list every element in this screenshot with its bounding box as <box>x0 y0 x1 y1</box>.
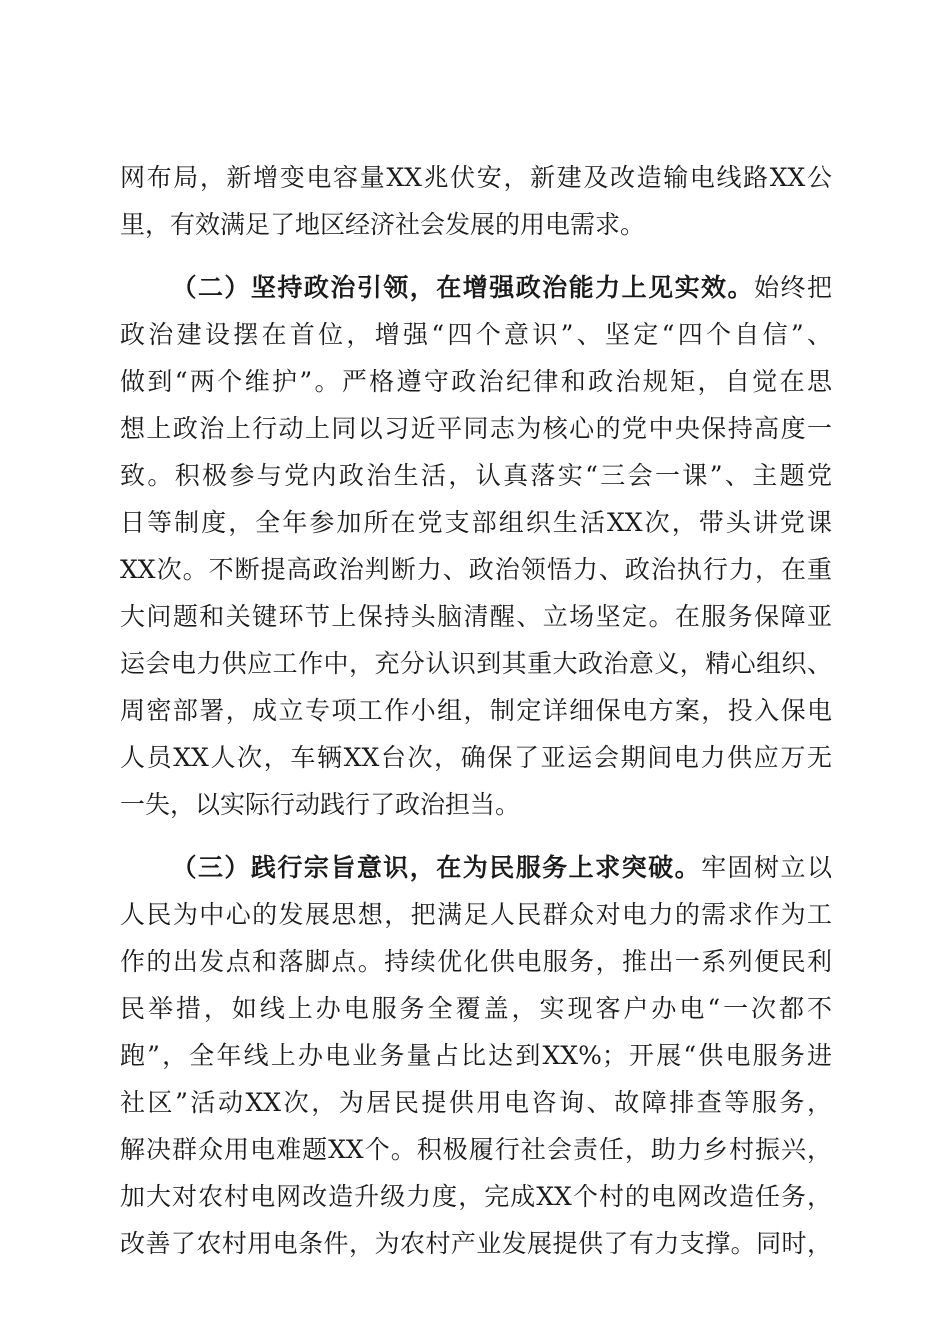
paragraph-2-line: 运会电力供应工作中，充分认识到其重大政治意义，精心组织、 <box>120 649 832 678</box>
paragraph-2-line: 周密部署，成立专项工作小组，制定详细保电方案，投入保电 <box>120 696 832 725</box>
paragraph-2-first-line <box>120 264 832 311</box>
paragraph-2-line: 日等制度，全年参加所在党支部组织生活XX次，带头讲党课 <box>120 508 832 537</box>
paragraph-2-line: 人员XX人次，车辆XX台次，确保了亚运会期间电力供应万无 <box>120 743 832 772</box>
paragraph-3-line: 解决群众用电难题XX个。积极履行社会责任，助力乡村振兴， <box>120 1135 832 1164</box>
paragraph-3-line: 作的出发点和落脚点。持续优化供电服务，推出一系列便民利 <box>120 947 832 976</box>
paragraph-2-line: 大问题和关键环节上保持头脑清醒、立场坚定。在服务保障亚 <box>120 602 832 631</box>
paragraph-3-line: 跑”，全年线上办电业务量占比达到XX%；开展“供电服务进 <box>120 1041 832 1070</box>
document-body <box>120 154 832 1267</box>
paragraph-3-line: 改善了农村用电条件，为农村产业发展提供了有力支撑。同时， <box>120 1229 832 1258</box>
section-3-heading: （三）践行宗旨意识，在为民服务上求突破。 <box>170 853 702 882</box>
paragraph-3-first-line-text: 牢固树立以 <box>701 853 832 882</box>
paragraph-2-line: 政治建设摆在首位，增强“四个意识”、坚定“四个自信”、 <box>120 320 832 349</box>
paragraph-3-line: 民举措，如线上办电服务全覆盖，实现客户办电“一次都不 <box>120 994 832 1023</box>
paragraph-3-line: 人民为中心的发展思想，把满足人民群众对电力的需求作为工 <box>120 900 832 929</box>
paragraph-2-line: 想上政治上行动上同以习近平同志为核心的党中央保持高度一 <box>120 414 832 443</box>
paragraph-3-first-line <box>120 844 832 891</box>
paragraph-3-line: 加大对农村电网改造升级力度，完成XX个村的电网改造任务， <box>120 1182 832 1211</box>
paragraph-1-line: 网布局，新增变电容量XX兆伏安，新建及改造输电线路XX公 <box>120 163 832 192</box>
paragraph-2-first-line-text: 始终把 <box>754 273 832 302</box>
section-2-heading: （二）坚持政治引领，在增强政治能力上见实效。 <box>170 273 755 302</box>
paragraph-1-line: 里，有效满足了地区经济社会发展的用电需求。 <box>120 210 646 239</box>
paragraph-2-line: XX次。不断提高政治判断力、政治领悟力、政治执行力，在重 <box>120 555 832 584</box>
paragraph-2-line: 致。积极参与党内政治生活，认真落实“三会一课”、主题党 <box>120 461 832 490</box>
paragraph-2-line: 做到“两个维护”。严格遵守政治纪律和政治规矩，自觉在思 <box>120 367 832 396</box>
paragraph-2-line: 一失，以实际行动践行了政治担当。 <box>120 790 521 819</box>
paragraph-3-line: 社区”活动XX次，为居民提供用电咨询、故障排查等服务， <box>120 1088 832 1117</box>
